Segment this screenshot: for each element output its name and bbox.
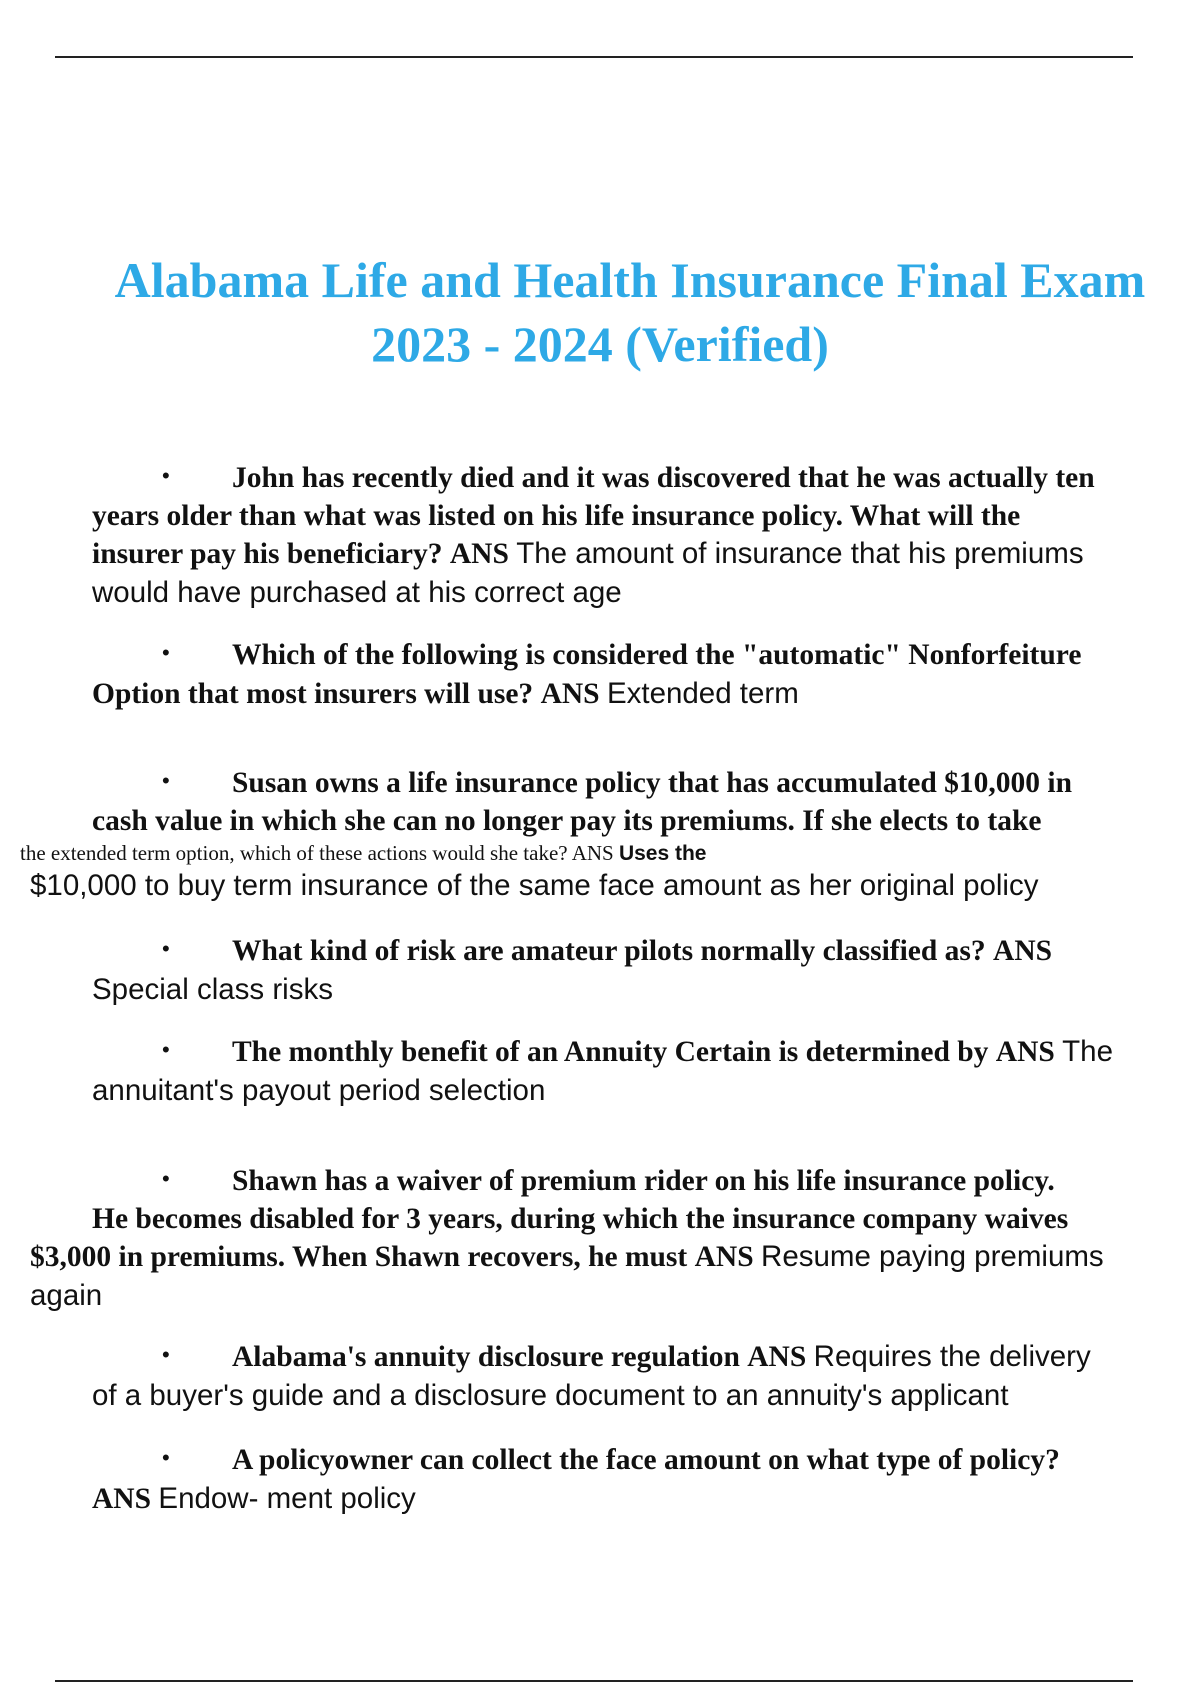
bullet-icon: • bbox=[162, 640, 170, 665]
question-text: the extended term option, which of these actions would she take? bbox=[20, 841, 568, 865]
question-text: Alabama's annuity disclosure regulation bbox=[232, 1341, 740, 1373]
answer-text: Special class risks bbox=[92, 972, 333, 1006]
qa-item-4 bbox=[92, 930, 1182, 1008]
qa-item-2 bbox=[92, 634, 1182, 713]
ans-label: ANS bbox=[993, 935, 1053, 967]
answer-text: Endow- ment policy bbox=[158, 1481, 416, 1515]
top-rule bbox=[55, 56, 1133, 58]
qa-item-8 bbox=[92, 1439, 1182, 1518]
answer-text: Extended term bbox=[606, 676, 799, 710]
title-line-1: Alabama Life and Health Insurance Final Exam bbox=[114, 252, 1146, 308]
answer-text: The amount of insurance that his premiums bbox=[516, 537, 1084, 570]
qa-item-7 bbox=[92, 1336, 1182, 1414]
qa-item-1 bbox=[92, 457, 1182, 611]
answer-text: Requires the delivery bbox=[813, 1340, 1091, 1373]
question-text: A policyowner can collect the face amount on what type of policy? bbox=[232, 1444, 1060, 1476]
bullet-icon: • bbox=[162, 1445, 170, 1470]
question-text: $3,000 in premiums. When Shawn recovers, he must bbox=[30, 1241, 688, 1273]
answer-text: would have purchased at his correct age bbox=[92, 575, 622, 609]
page-title bbox=[0, 248, 1200, 376]
question-text: He becomes disabled for 3 years, during which the insurance company waives bbox=[92, 1202, 1069, 1235]
answer-text: Resume paying premiums bbox=[761, 1240, 1104, 1273]
question-text: insurer pay his beneficiary? bbox=[92, 538, 443, 570]
ans-label: ANS bbox=[995, 1036, 1055, 1068]
question-text: cash value in which she can no longer pay its premiums. If she elects to take bbox=[92, 804, 1042, 837]
bullet-icon: • bbox=[162, 1037, 170, 1062]
bullet-icon: • bbox=[162, 1342, 170, 1367]
question-text: What kind of risk are amateur pilots normally classified as? bbox=[232, 935, 986, 967]
ans-label: ANS bbox=[747, 1341, 807, 1373]
question-text: Which of the following is considered the "automatic" Nonforfeiture bbox=[232, 639, 1082, 671]
answer-text: The bbox=[1062, 1035, 1113, 1068]
answer-text: of a buyer's guide and a disclosure document to an annuity's applicant bbox=[92, 1378, 1009, 1412]
bullet-icon: • bbox=[162, 463, 170, 488]
answer-text: annuitant's payout period selection bbox=[92, 1073, 546, 1107]
answer-text: Uses the bbox=[618, 842, 707, 865]
question-text: Option that most insurers will use? bbox=[92, 677, 534, 710]
ans-label: ANS bbox=[540, 677, 600, 710]
question-text: Shawn has a waiver of premium rider on his life insurance policy. bbox=[232, 1165, 1055, 1197]
question-text: The monthly benefit of an Annuity Certain is determined by bbox=[232, 1036, 989, 1068]
question-text: John has recently died and it was discovered that he was actually ten bbox=[232, 462, 1095, 494]
ans-label: ANS bbox=[694, 1241, 754, 1273]
question-text: Susan owns a life insurance policy that has accumulated $10,000 in bbox=[232, 767, 1073, 799]
ans-label: ANS bbox=[571, 841, 614, 865]
bullet-icon: • bbox=[162, 936, 170, 961]
title-line-2: 2023 - 2024 (Verified) bbox=[371, 316, 829, 372]
answer-text: $10,000 to buy term insurance of the same face amount as her original policy bbox=[30, 869, 1039, 902]
qa-item-3 bbox=[20, 762, 1182, 905]
answer-text: again bbox=[30, 1278, 103, 1312]
bottom-rule bbox=[55, 1680, 1133, 1682]
ans-label: ANS bbox=[92, 1482, 152, 1515]
bullet-icon: • bbox=[162, 768, 170, 793]
bullet-icon: • bbox=[162, 1166, 170, 1191]
ans-label: ANS bbox=[449, 538, 509, 570]
qa-item-5 bbox=[92, 1031, 1182, 1109]
qa-item-6 bbox=[30, 1160, 1182, 1314]
question-text: years older than what was listed on his life insurance policy. What will the bbox=[92, 499, 1021, 532]
